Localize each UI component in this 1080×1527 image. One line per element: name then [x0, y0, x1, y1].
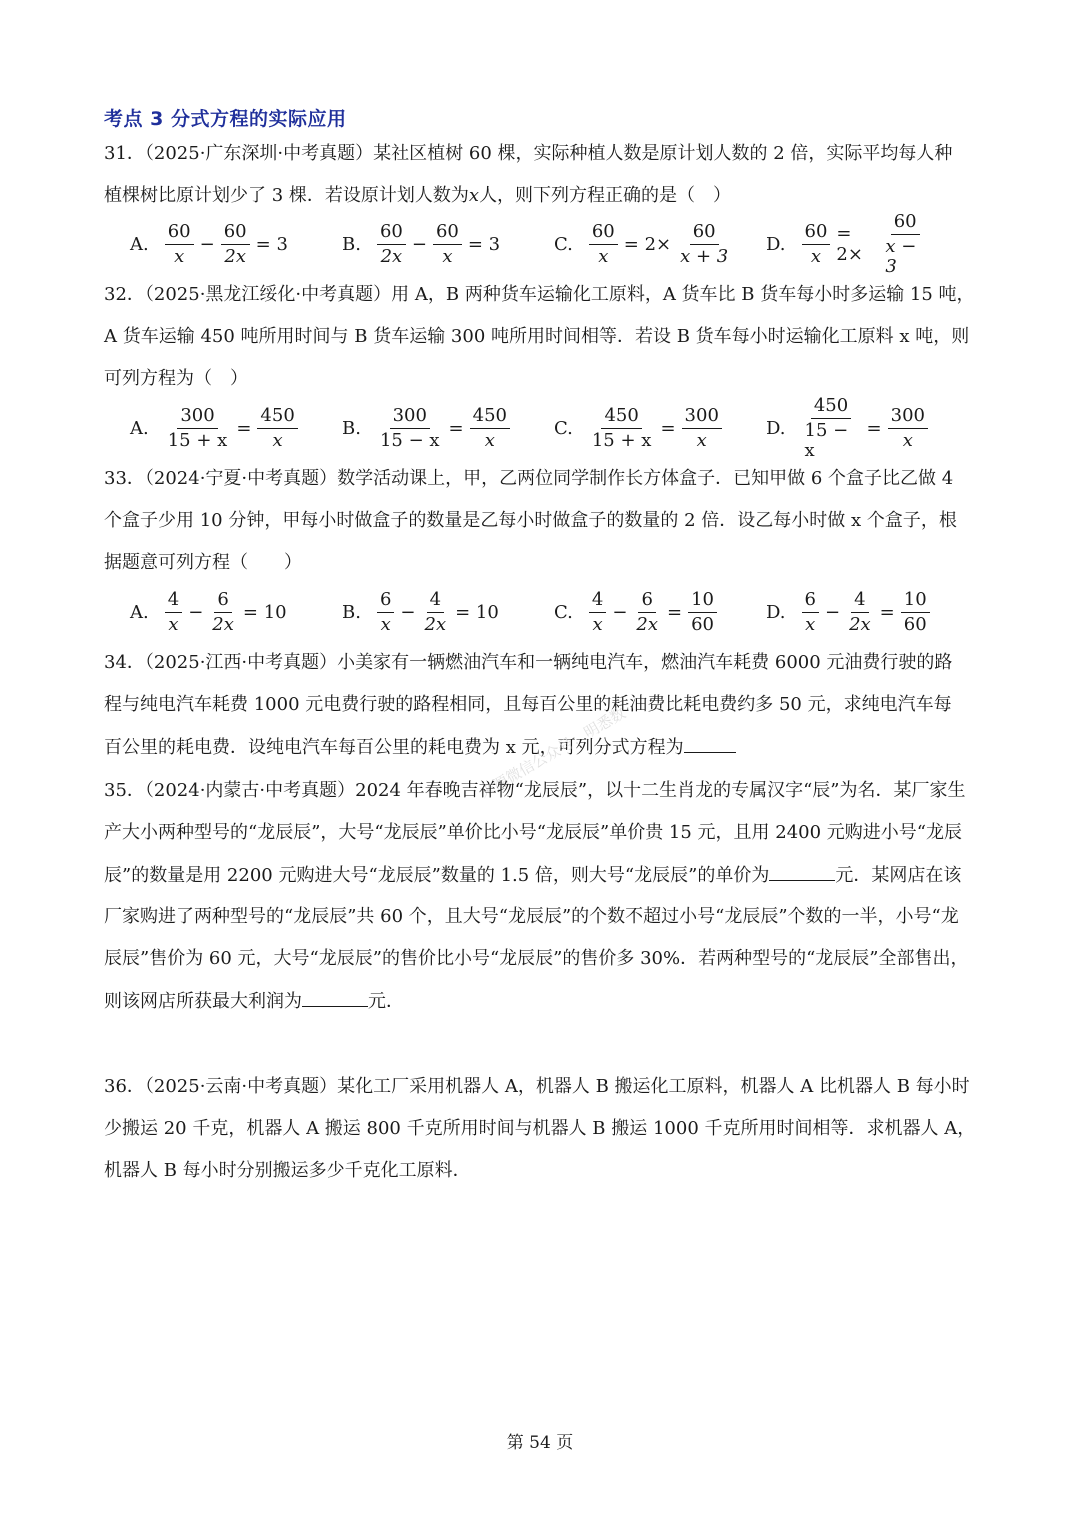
q35-line-2: 产大小两种型号的“龙辰辰”，大号“龙辰辰”单价比小号“龙辰辰”单价贵 15 元，且用 2400 元购进小号“龙辰 [104, 822, 963, 843]
q34-answer-blank [684, 736, 736, 753]
q31-option-b: B. $\frac{60}{2x}$ − $\frac{60}{x}$ = 3 [342, 220, 501, 267]
q31-options [130, 210, 930, 277]
q35-answer-blank-2 [302, 990, 368, 1007]
q32-line-3: 可列方程为（ ） [104, 368, 248, 389]
q32-option-a: A. $\frac{300}{15 + x}$ = $\frac{450}{x}$ [130, 403, 300, 453]
q35-line-5: 辰辰”售价为 60 元，大号“龙辰辰”的售价比小号“龙辰辰”的售价多 30%．若两种型号的“龙辰辰”全部售出， [104, 948, 969, 969]
q31-option-c: C. $\frac{60}{x}$ = 2× $\frac{60}{x + 3}$ [554, 220, 729, 267]
q31-option-a: A. $\frac{60}{x}$ − $\frac{60}{2x}$ = 3 [130, 220, 288, 267]
q35-line-4: 厂家购进了两种型号的“龙辰辰”共 60 个，且大号“龙辰辰”的个数不超过小号“龙辰辰”个数的一半，小号“龙 [104, 906, 959, 927]
q34-line-3: 百公里的耗电费．设纯电汽车每百公里的耗电费为 x 元，可列分式方程为 [104, 736, 736, 759]
watermark: 来源微信公众号：明悉数 [476, 703, 629, 802]
q33-line-2: 个盒子少用 10 分钟，甲每小时做盒子的数量是乙每小时做盒子的数量的 2 倍．设乙每小时做 x 个盒子，根 [104, 510, 957, 531]
q32-option-d: D. $\frac{450}{15 - x}$ = $\frac{300}{x}$ [766, 403, 930, 453]
q36-line-3: 机器人 B 每小时分别搬运多少千克化工原料． [104, 1160, 471, 1181]
q36-line-2: 少搬运 20 千克，机器人 A 搬运 800 千克所用时间与机器人 B 搬运 1000 千克所用时间相等．求机器人 A， [104, 1118, 976, 1139]
q32-line-1: 32．（2025·黑龙江绥化·中考真题）用 A，B 两种货车运输化工原料，A 货车比 B 货车每小时多运输 15 吨， [104, 284, 975, 305]
q33-option-b: B. $\frac{6}{x}$ − $\frac{4}{2x}$ = 10 [342, 588, 499, 635]
q32-line-2: A 货车运输 450 吨所用时间与 B 货车运输 300 吨所用时间相等．若设 B 货车每小时运输化工原料 x 吨，则 [104, 326, 970, 347]
q34-line-1: 34．（2025·江西·中考真题）小美家有一辆燃油汽车和一辆纯电汽车，燃油汽车耗费 6000 元油费行驶的路 [104, 652, 953, 673]
q32-options [130, 394, 930, 461]
q33-line-1: 33．（2024·宁夏·中考真题）数学活动课上，甲，乙两位同学制作长方体盒子．已知甲做 6 个盒子比乙做 4 [104, 468, 954, 489]
page-number: 第 54 页 [506, 1433, 574, 1453]
q35-answer-blank-1 [769, 864, 835, 881]
q35-line-3: 辰”的数量是用 2200 元购进大号“龙辰辰”数量的 1.5 倍，则大号“龙辰辰”的单价为 元．某网店在该 [104, 865, 962, 886]
q34-line-2: 程与纯电汽车耗费 1000 元电费行驶的路程相同，且每百公里的耗油费比耗电费约多 50 元，求纯电汽车每 [104, 694, 952, 715]
q35-line-6: 则该网店所获最大利润为 元． [104, 991, 404, 1012]
q32-option-b: B. $\frac{300}{15 - x}$ = $\frac{450}{x}$ [342, 403, 512, 453]
q36-line-1: 36．（2025·云南·中考真题）某化工厂采用机器人 A，机器人 B 搬运化工原料，机器人 A 比机器人 B 每小时 [104, 1076, 970, 1097]
section-heading: 考点 3 分式方程的实际应用 [104, 108, 347, 130]
q31-line-2: 植棵树比原计划少了 3 棵．若设原计划人数为x人，则下列方程正确的是（ ） [104, 185, 732, 206]
q32-option-c: C. $\frac{450}{15 + x}$ = $\frac{300}{x}$ [554, 403, 724, 453]
q31-line-1: 31．（2025·广东深圳·中考真题）某社区植树 60 棵，实际种植人数是原计划人数的 2 倍，实际平均每人种 [104, 143, 953, 164]
q33-option-a: A. $\frac{4}{x}$ − $\frac{6}{2x}$ = 10 [130, 588, 287, 635]
q35-line-1: 35．（2024·内蒙古·中考真题）2024 年春晚吉祥物“龙辰辰”，以十二生肖龙的专属汉字“辰”为名．某厂家生 [104, 780, 966, 801]
q31-option-d: D. $\frac{60}{x}$ = 2× $\frac{60}{x - 3}$ [766, 219, 930, 269]
q33-options [130, 587, 930, 637]
q33-option-d: D. $\frac{6}{x}$ − $\frac{4}{2x}$ = $\frac{10}{60}$ [766, 587, 932, 637]
q33-option-c: C. $\frac{4}{x}$ − $\frac{6}{2x}$ = $\frac{10}{60}$ [554, 587, 719, 637]
q33-line-3: 据题意可列方程（ ） [104, 552, 302, 573]
